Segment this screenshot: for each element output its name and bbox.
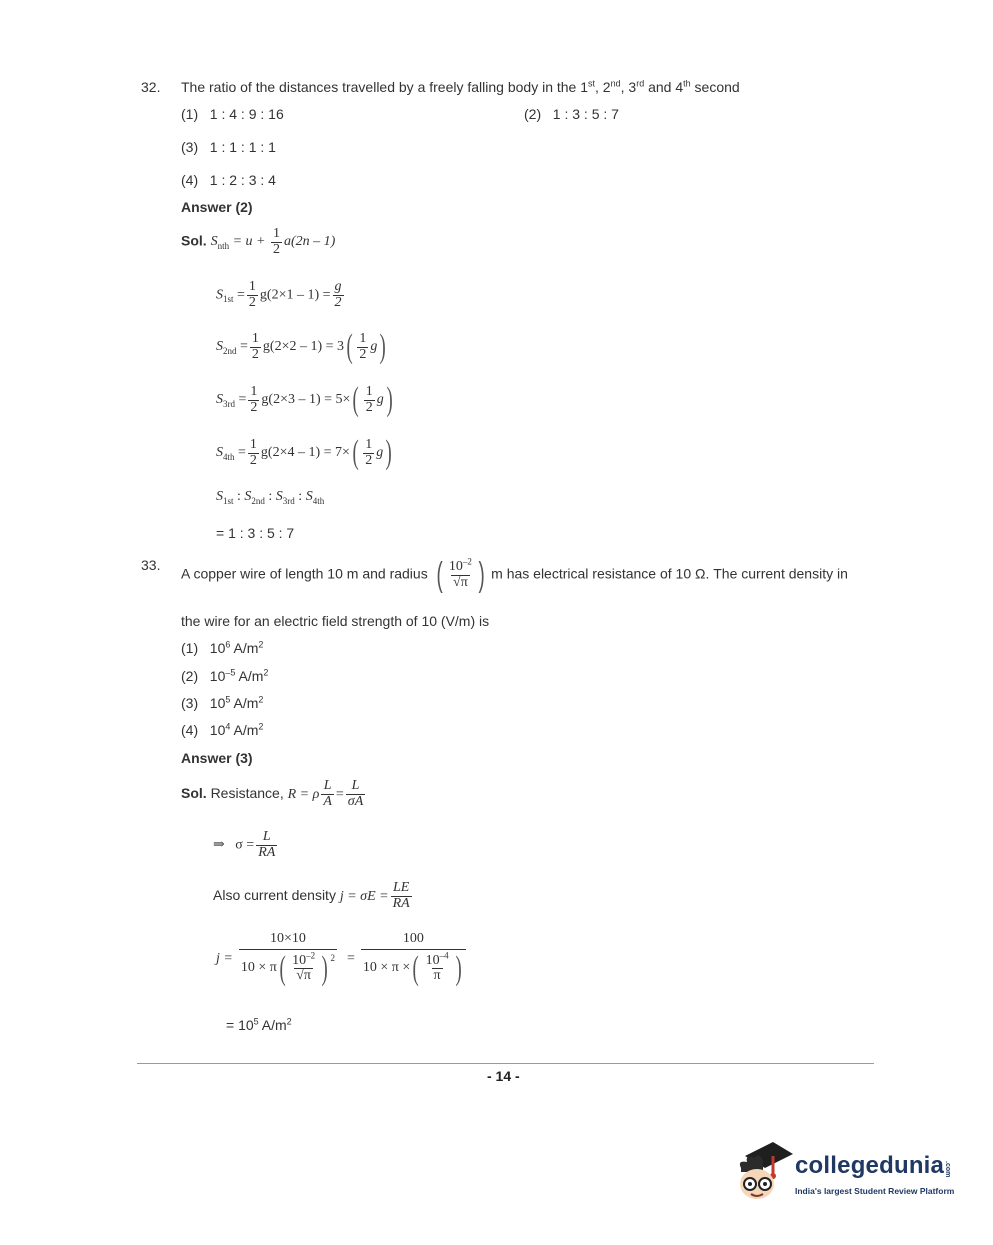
q33-sol-current-density: Also current density j = σE = $\frac{LE}{RA}$ <box>213 880 410 911</box>
q32-sol-s4th: $S_{4th}$ = $\frac{1}{2}$ g(2×4 – 1) = 7×( $\frac{1}{2}$ g) <box>216 434 393 471</box>
q33-sol-sigma: ⇒ σ = $\frac{L}{RA}$ <box>213 829 276 860</box>
logo-tagline: India's largest Student Review Platform <box>795 1186 955 1196</box>
q32-sol-ratio: $S_{1st}$ : $S_{2nd}$ : $S_{3rd}$ : $S_{4th}$ <box>216 489 325 506</box>
q33-question-line2: the wire for an electric field strength of 10 (V/m) is <box>181 613 490 629</box>
q33-question-line1: A copper wire of length 10 m and radius ( $\frac{10^{-2}}{√\pi}$ ) m has electrical resistance of 10 Ω. The current density in <box>181 556 848 594</box>
q33-option-1: (1) $10^6$ $A/m^2$ <box>181 639 264 656</box>
q33-option-3: (3) $10^5$ $A/m^2$ <box>181 694 264 711</box>
q32-answer: Answer (2) <box>181 199 253 215</box>
student-mascot-icon <box>735 1138 795 1206</box>
q33-sol-result: = $10^5$ $A/m^2$ <box>226 1016 292 1033</box>
collegedunia-logo[interactable] <box>735 1138 965 1208</box>
q33-number: 33. <box>141 557 161 573</box>
q33-option-4: (4) $10^4$ $A/m^2$ <box>181 721 264 738</box>
q32-sol-nth: Sol. $S_{nth} = u$ + $\frac{1}{2}$ a(2n – 1) <box>181 226 336 257</box>
q32-sol-s2nd: $S_{2nd}$ = $\frac{1}{2}$ g(2×2 – 1) = 3( $\frac{1}{2}$ g) <box>216 328 387 365</box>
q32-sol-s3rd: $S_{3rd}$ = $\frac{1}{2}$ g(2×3 – 1) = 5×( $\frac{1}{2}$ g) <box>216 381 393 418</box>
footer-divider <box>137 1063 874 1064</box>
q32-sol-label: Sol. <box>181 232 207 249</box>
q32-question: The ratio of the distances travelled by a freely falling body in the 1st, 2nd, 3rd and 4th second <box>181 78 740 95</box>
q32-option-1: (1) 1 : 4 : 9 : 16 <box>181 106 284 122</box>
q32-option-4: (4) 1 : 2 : 3 : 4 <box>181 172 276 188</box>
q32-sol-s1st: $S_{1st}$ = $\frac{1}{2}$ g(2×1 – 1) = $\frac{g}{2}$ <box>216 279 342 310</box>
q32-number: 32. <box>141 79 161 95</box>
q32-option-3: (3) 1 : 1 : 1 : 1 <box>181 139 276 155</box>
q33-sol-label: Sol. <box>181 784 207 801</box>
q33-option-2: (2) $10^{-5}$ $A/m^2$ <box>181 667 269 684</box>
q32-option-2: (2) 1 : 3 : 5 : 7 <box>524 106 619 122</box>
q33-sol-j-calc: j = 10×10 10 × π ( $\frac{10^{-2}}{√\pi}$ ) 2 = 100 10 × π × ( $\frac{10^{-4}}{\pi}$ ) <box>216 932 468 986</box>
logo-wordmark: collegedunia.com <box>795 1152 952 1179</box>
q32-sol-result: = 1 : 3 : 5 : 7 <box>216 525 295 541</box>
q33-answer: Answer (3) <box>181 750 253 766</box>
q33-sol-resistance: Sol. Resistance, R = ρ $\frac{L}{A}$ = $\frac{L}{\sigma A}$ <box>181 778 364 809</box>
page-number: - 14 - <box>487 1068 520 1084</box>
